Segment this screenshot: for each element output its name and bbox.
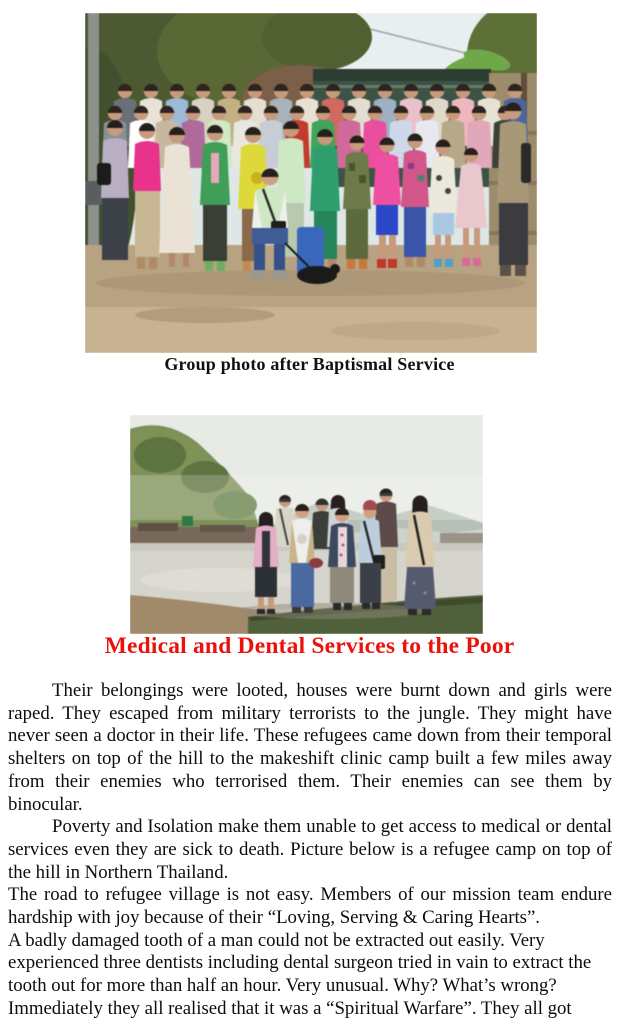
baptismal-group-photo <box>85 13 537 353</box>
paragraph-refugees: Their belongings were looted, houses were burnt down and girls were raped. They escaped from military terrorists to the jungle. They might have never seen a doctor in their life. These refugees came down from their temporal shelters on top of the hill to the makeshift clinic camp built a few miles away from their enemies who terrorised them. Their enemies can see them by binocular. <box>8 680 612 815</box>
paragraph-road: The road to refugee village is not easy. Members of our mission team endure hardship with joy because of their “Loving, Serving & Caring Hearts”. <box>8 884 612 929</box>
baptismal-group-photo-image <box>85 13 537 353</box>
mission-team-photo <box>130 415 483 634</box>
section-heading: Medical and Dental Services to the Poor <box>104 633 515 659</box>
body-text <box>8 680 612 1021</box>
paragraph-poverty: Poverty and Isolation make them unable to get access to medical or dental services even they are sick to death. Picture below is a refugee camp on top of the hill in Northern Thailand. <box>8 816 612 883</box>
mission-team-photo-image <box>130 415 483 634</box>
photo-caption: Group photo after Baptismal Service <box>164 354 455 374</box>
paragraph-tooth: A badly damaged tooth of a man could not be extracted out easily. Very experienced three dentists including dental surgeon tried in vain to extract the tooth out for more than half an hour. Very unusual. Why? What’s wrong? Immediately they all realised that it was a “Spiritual Warfare”. They all got <box>8 929 592 1019</box>
